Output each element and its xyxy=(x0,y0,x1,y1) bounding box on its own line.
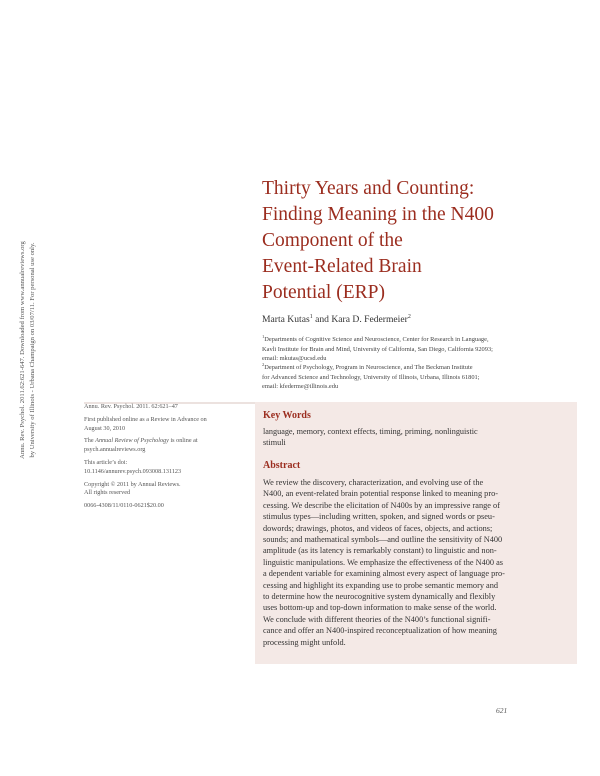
affiliation-email: email: mkutas@ucsd.edu xyxy=(262,355,327,362)
author-connector: and xyxy=(312,314,332,325)
online-suffix: is online at xyxy=(168,437,198,445)
abstract-line: N400, an event-related brain potential response linked to meaning pro- xyxy=(263,489,499,499)
key-words-line: stimuli xyxy=(263,438,286,447)
abstract-line: linguistic manipulations. We emphasize the effectiveness of the N400 as xyxy=(263,557,504,567)
abstract-line: sounds; and mathematical symbols—and outline the sensitivity of N400 xyxy=(263,535,503,545)
copyright: Copyright © 2011 by Annual Reviews. xyxy=(84,480,181,488)
download-watermark xyxy=(18,200,52,500)
abstract-line: cance and offer an N400-inspired reconceptualization of how meaning xyxy=(263,626,497,636)
abstract-line: uses bottom-up and top-down information to make sense of the world. xyxy=(263,603,497,613)
doi-link[interactable]: 10.1146/annurev.psych.093008.131123 xyxy=(84,467,182,475)
title-line: Thirty Years and Counting: xyxy=(262,178,475,199)
abstract-line: a dependent variable for examining almost every aspect of language pro- xyxy=(263,569,505,579)
affiliation-email: email: kfederme@illinois.edu xyxy=(262,383,339,390)
page-number: 621 xyxy=(496,706,508,715)
publication-meta xyxy=(84,403,236,515)
abstract-line: cessing. We describe the elicitation of N400s by an impressive range of xyxy=(263,500,500,510)
article-title xyxy=(262,176,562,306)
title-line: Event-Related Brain xyxy=(262,256,422,277)
abstract-line: dowords; drawings, photos, and videos of faces, objects, and actions; xyxy=(263,523,493,533)
affiliation-line: Department of Psychology, Program in Neuroscience, and The Beckman Institute xyxy=(264,364,473,371)
affiliation-line: for Advanced Science and Technology, University of Illinois, Urbana, Illinois 61801; xyxy=(262,373,480,381)
abstract-heading: Abstract xyxy=(263,460,301,471)
author-affiliation-mark: 1 xyxy=(309,313,313,320)
key-words-line: language, memory, context effects, timing, priming, nonlinguistic xyxy=(263,427,478,436)
abstract-line: processing might unfold. xyxy=(263,637,346,647)
online-prefix: The xyxy=(84,437,96,445)
title-line: Component of the xyxy=(262,230,403,251)
abstract-line: amplitude (as its latency is remarkably constant) to linguistic and non- xyxy=(263,546,497,556)
download-line: by University of Illinois - Urbana Champaign on 03/07/11. For personal use only. xyxy=(29,242,36,458)
key-words-heading: Key Words xyxy=(263,410,311,421)
first-published-date: August 30, 2010 xyxy=(84,424,126,432)
abstract-line: stimulus types—including written, spoken, and signed words or pseu- xyxy=(263,512,495,522)
affiliation-line: Kavli Institute for Brain and Mind, University of California, San Diego, California 92093; xyxy=(262,345,493,353)
journal-url[interactable]: psych.annualreviews.org xyxy=(84,446,146,454)
affiliation xyxy=(262,363,562,392)
abstract-line: to determine how the neurocognitive system dynamically and flexibly xyxy=(263,592,496,602)
download-line: Annu. Rev. Psychol. 2011.62:621-647. Downloaded from www.annualreviews.org xyxy=(19,241,26,459)
affiliation xyxy=(262,335,562,364)
first-published-line: First published online as a Review in Advance on xyxy=(84,415,207,423)
author-list xyxy=(262,314,411,325)
author-name: Kara D. Federmeier xyxy=(331,314,408,325)
author-name: Marta Kutas xyxy=(262,314,310,325)
rights: All rights reserved xyxy=(84,489,131,497)
author-affiliation-mark: 2 xyxy=(407,313,411,320)
issn: 0066-4308/11/0110-0621$20.00 xyxy=(84,502,164,510)
journal-reference: Annu. Rev. Psychol. 2011. 62:621–47 xyxy=(84,403,178,410)
journal-name: Annual Review of Psychology xyxy=(95,437,169,445)
affiliation-mark: 1 xyxy=(262,333,265,339)
abstract-line: cessing and highlight its expanding use to probe semantic memory and xyxy=(263,580,499,590)
abstract-text xyxy=(263,477,573,648)
affiliation-mark: 2 xyxy=(262,361,265,367)
doi-label: This article’s doi: xyxy=(84,458,128,466)
affiliation-line: Departments of Cognitive Science and Neuroscience, Center for Research in Language, xyxy=(264,336,489,343)
title-line: Finding Meaning in the N400 xyxy=(262,204,494,225)
key-words xyxy=(263,426,563,448)
abstract-line: We review the discovery, characterization, and evolving use of the xyxy=(263,478,484,487)
title-line: Potential (ERP) xyxy=(262,282,385,303)
abstract-line: We conclude with different theories of the N400’s functional signifi- xyxy=(263,614,491,624)
